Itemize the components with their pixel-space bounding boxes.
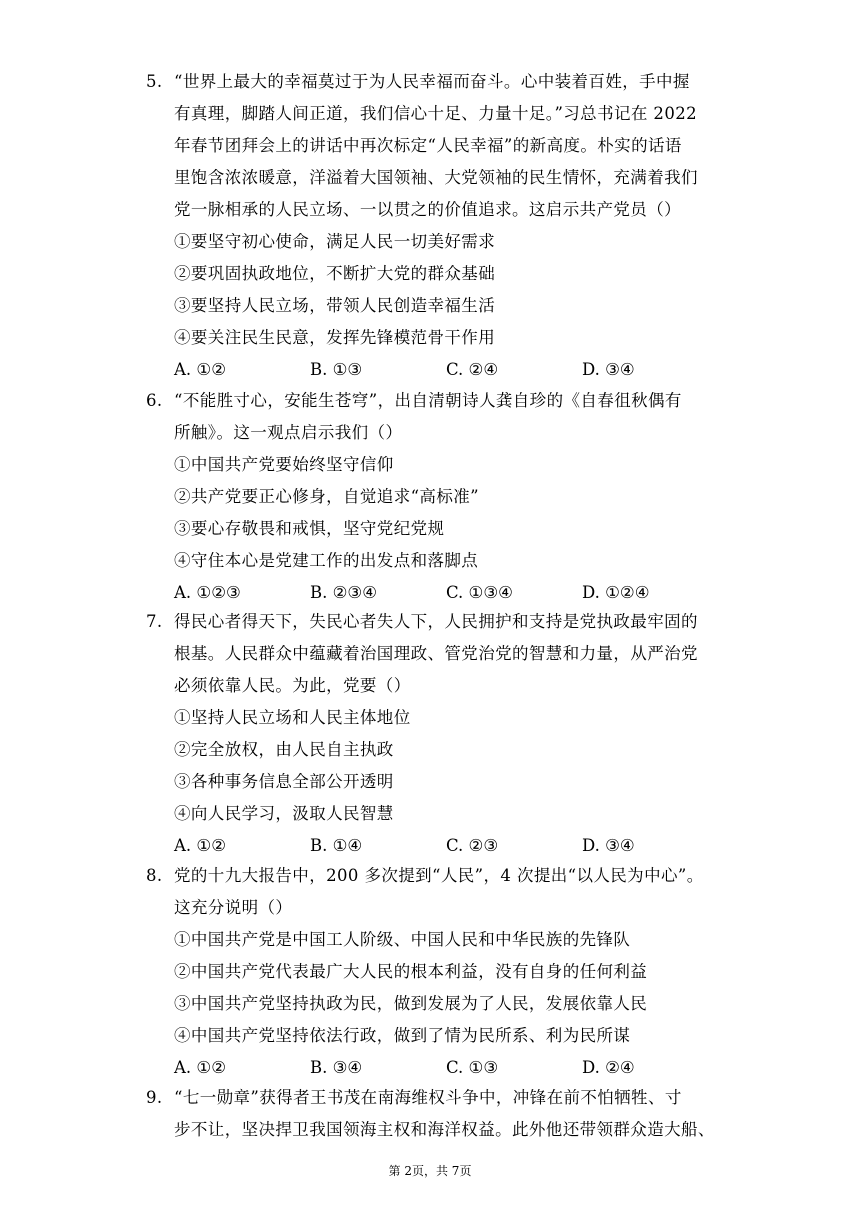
- statement-item: ④向人民学习，汲取人民智慧: [174, 804, 394, 823]
- statement-item: ④中国共产党坚持依法行政，做到了情为民所系、利为民所谋: [174, 1026, 631, 1045]
- statement-item: ①坚持人民立场和人民主体地位: [174, 708, 411, 727]
- option-c: C. ②④: [446, 360, 499, 379]
- question-number: 8.: [146, 866, 163, 885]
- statement-item: ②共产党要正心修身，自觉追求“高标准”: [174, 487, 479, 506]
- statement-item: ②要巩固执政地位，不断扩大党的群众基础: [174, 264, 496, 283]
- statement-item: ③各种事务信息全部公开透明: [174, 772, 394, 791]
- question-stem-line: 根基。人民群众中蕴藏着治国理政、管党治党的智慧和力量，从严治党: [174, 644, 698, 663]
- statement-item: ②中国共产党代表最广大人民的根本利益，没有自身的任何利益: [174, 962, 648, 981]
- option-d: D. ③④: [582, 836, 635, 855]
- option-c: C. ①③: [446, 1058, 499, 1077]
- option-a: A. ①②: [174, 1058, 226, 1077]
- statement-item: ①中国共产党要始终坚守信仰: [174, 455, 394, 474]
- page-footer: 第 2页，共 7页: [388, 1164, 472, 1178]
- option-a: A. ①②③: [174, 583, 241, 602]
- option-b: B. ②③④: [310, 583, 377, 602]
- question-stem-line: 党的十九大报告中，200 多次提到“人民”，4 次提出“以人民为中心”。: [174, 866, 704, 885]
- question-stem-line: 年春节团拜会上的讲话中再次标定“人民幸福”的新高度。朴实的话语: [174, 136, 682, 155]
- question-9: [146, 1082, 726, 1146]
- answer-options: [146, 354, 726, 386]
- option-c: C. ②③: [446, 836, 499, 855]
- option-c: C. ①③④: [446, 583, 513, 602]
- answer-options: [146, 830, 726, 862]
- answer-options: [146, 577, 726, 609]
- question-stem-line: “七一勋章”获得者王书茂在南海维权斗争中，冲锋在前不怕牺牲、寸: [174, 1088, 682, 1107]
- statement-item: ④要关注民生民意，发挥先锋模范骨干作用: [174, 328, 496, 347]
- option-b: B. ①③: [310, 360, 363, 379]
- statement-item: ④守住本心是党建工作的出发点和落脚点: [174, 551, 479, 570]
- question-number: 6.: [146, 391, 163, 410]
- statement-item: ①要坚守初心使命，满足人民一切美好需求: [174, 232, 496, 251]
- statement-item: ①中国共产党是中国工人阶级、中国人民和中华民族的先锋队: [174, 930, 631, 949]
- question-stem-line: 这充分说明（）: [174, 898, 293, 917]
- option-d: D. ①②④: [582, 583, 650, 602]
- question-stem-line: “不能胜寸心，安能生苍穹”，出自清朝诗人龚自珍的《自春徂秋偶有: [174, 391, 682, 410]
- statement-item: ③要坚持人民立场，带领人民创造幸福生活: [174, 296, 496, 315]
- question-stem-line: 有真理，脚踏人间正道，我们信心十足、力量十足。”习总书记在 2022: [174, 104, 698, 123]
- question-stem-line: 必须依靠人民。为此，党要（）: [174, 676, 411, 695]
- question-number: 5.: [146, 72, 163, 91]
- question-7: [146, 606, 726, 862]
- question-number: 9.: [146, 1088, 163, 1107]
- statement-item: ②完全放权，由人民自主执政: [174, 740, 394, 759]
- question-stem-line: 所触》。这一观点启示我们（）: [174, 423, 403, 442]
- answer-options: [146, 1052, 726, 1084]
- option-d: D. ③④: [582, 360, 635, 379]
- question-stem-line: 党一脉相承的人民立场、一以贯之的价值追求。这启示共产党员（）: [174, 200, 681, 219]
- option-b: B. ③④: [310, 1058, 363, 1077]
- option-d: D. ②④: [582, 1058, 635, 1077]
- option-a: A. ①②: [174, 360, 226, 379]
- question-stem-line: 里饱含浓浓暖意，洋溢着大国领袖、大党领袖的民生情怀，充满着我们: [174, 168, 698, 187]
- question-number: 7.: [146, 612, 163, 631]
- question-8: [146, 860, 726, 1084]
- question-6: [146, 385, 726, 609]
- option-a: A. ①②: [174, 836, 226, 855]
- question-5: [146, 66, 726, 386]
- option-b: B. ①④: [310, 836, 363, 855]
- question-stem-line: “世界上最大的幸福莫过于为人民幸福而奋斗。心中装着百姓，手中握: [174, 72, 690, 91]
- question-stem-line: 得民心者得天下，失民心者失人下，人民拥护和支持是党执政最牢固的: [174, 612, 698, 631]
- question-stem-line: 步不让，坚决捍卫我国领海主权和海洋权益。此外他还带领群众造大船、: [174, 1120, 715, 1139]
- statement-item: ③中国共产党坚持执政为民，做到发展为了人民，发展依靠人民: [174, 994, 648, 1013]
- statement-item: ③要心存敬畏和戒惧，坚守党纪党规: [174, 519, 445, 538]
